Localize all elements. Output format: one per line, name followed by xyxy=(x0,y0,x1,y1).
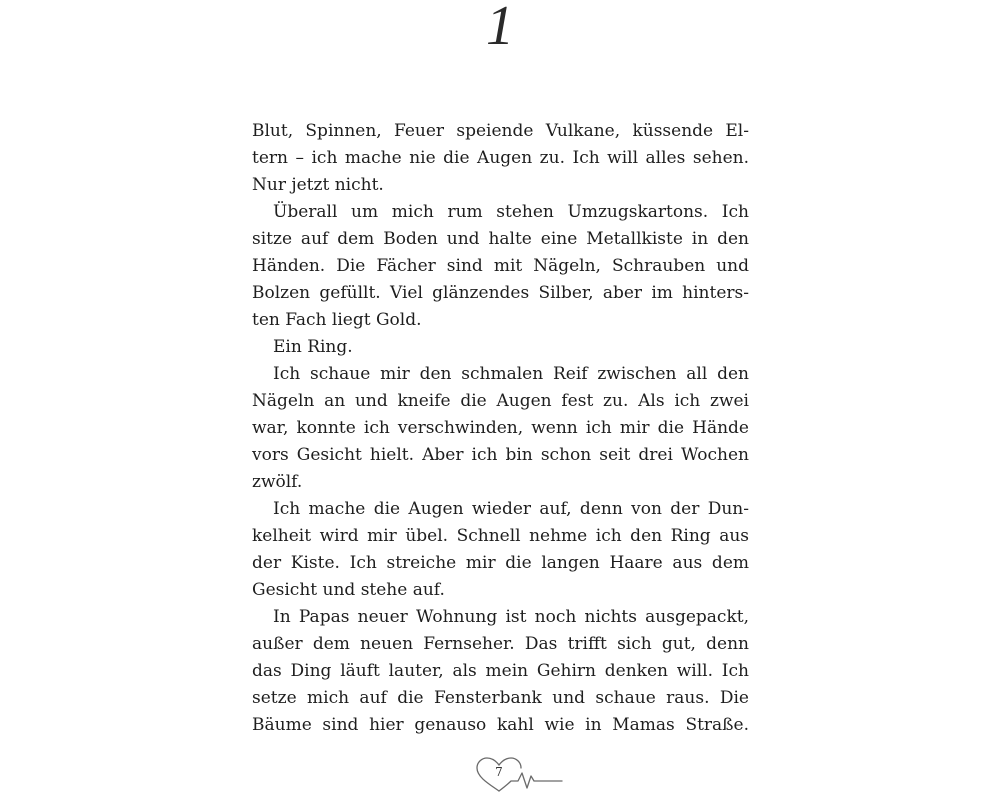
text-line: Blut, Spinnen, Feuer speiende Vulkane, küssende El- xyxy=(252,121,749,141)
text-line: setze mich auf die Fensterbank und schaue raus. Die xyxy=(252,688,749,708)
text-line: das Ding läuft lauter, als mein Gehirn denken will. Ich xyxy=(252,661,749,681)
text-line: Nur jetzt nicht. xyxy=(252,175,384,195)
text-line: In Papas neuer Wohnung ist noch nichts ausgepackt, xyxy=(273,607,749,627)
text-line: Ich schaue mir den schmalen Reif zwischen all den xyxy=(273,364,749,384)
text-line: der Kiste. Ich streiche mir die langen Haare aus dem xyxy=(252,553,749,573)
page-footer xyxy=(470,750,570,800)
text-line: zwölf. xyxy=(252,472,303,492)
body-text xyxy=(252,118,749,739)
text-line: Überall um mich rum stehen Umzugskartons. Ich xyxy=(273,202,749,222)
text-line: Ein Ring. xyxy=(273,337,353,357)
text-line: vors Gesicht hielt. Aber ich bin schon seit drei Wochen xyxy=(252,445,749,465)
text-line: Nägeln an und kneife die Augen fest zu. Als ich zwei xyxy=(252,391,749,411)
text-line: Händen. Die Fächer sind mit Nägeln, Schrauben und xyxy=(252,256,749,276)
text-line: Bäume sind hier genauso kahl wie in Mamas Straße. xyxy=(252,715,749,735)
text-line: außer dem neuen Fernseher. Das trifft sich gut, denn xyxy=(252,634,749,654)
page-number: 7 xyxy=(495,765,503,779)
text-line: ten Fach liegt Gold. xyxy=(252,310,422,330)
heart-heartbeat-icon xyxy=(470,750,570,800)
text-line: Bolzen gefüllt. Viel glänzendes Silber, aber im hinters- xyxy=(252,283,749,303)
chapter-number: 1 xyxy=(486,0,514,57)
text-line: Gesicht und stehe auf. xyxy=(252,580,445,600)
text-line: war, konnte ich verschwinden, wenn ich mir die Hände xyxy=(252,418,749,438)
text-line: sitze auf dem Boden und halte eine Metallkiste in den xyxy=(252,229,749,249)
text-line: tern – ich mache nie die Augen zu. Ich will alles sehen. xyxy=(252,148,749,168)
text-line: Ich mache die Augen wieder auf, denn von der Dun- xyxy=(273,499,749,519)
text-line: kelheit wird mir übel. Schnell nehme ich den Ring aus xyxy=(252,526,749,546)
